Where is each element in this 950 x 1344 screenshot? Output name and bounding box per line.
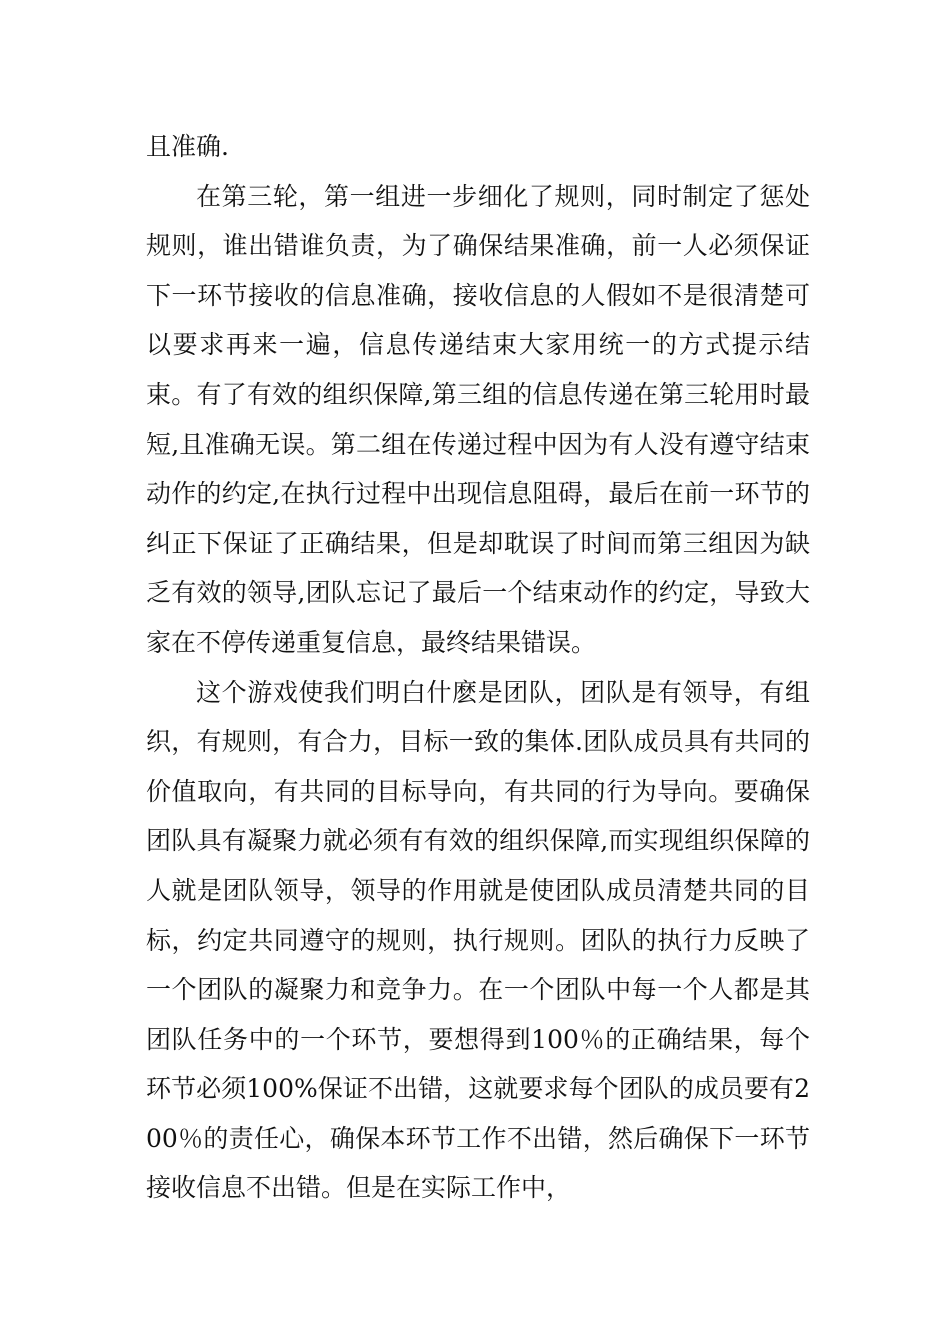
paragraph-round-three: 在第三轮，第一组进一步细化了规则，同时制定了惩处规则，谁出错谁负责，为了确保结果准确，前一人必须保证下一环节接收的信息准确，接收信息的人假如不是很清楚可以要求再来一遍，信息传递结束大家用统一的方式提示结束。有了有效的组织保障,第三组的信息传递在第三轮用时最短,且准确无误。第二组在传递过程中因为有人没有遵守结束动作的约定,在执行过程中出现信息阻碍，最后在前一环节的纠正下保证了正确结果，但是却耽误了时间而第三组因为缺乏有效的领导,团队忘记了最后一个结束动作的约定，导致大家在不停传递重复信息，最终结果错误。 <box>146 181 810 657</box>
paragraph-continuation: 且准确. <box>146 132 229 161</box>
paragraph-team-lesson: 这个游戏使我们明白什麽是团队，团队是有领导，有组织，有规则，有合力，目标一致的集体.团队成员具有共同的价值取向，有共同的目标导向，有共同的行为导向。要确保团队具有凝聚力就必须有有效的组织保障,而实现组织保障的人就是团队领导，领导的作用就是使团队成员清楚共同的目标，约定共同遵守的规则，执行规则。团队的执行力反映了一个团队的凝聚力和竞争力。在一个团队中每一个人都是其团队任务中的一个环节，要想得到100％的正确结果，每个环节必须100%保证不出错，这就要求每个团队的成员要有200％的责任心，确保本环节工作不出错，然后确保下一环节接收信息不出错。但是在实际工作中， <box>146 677 810 1203</box>
body-text <box>146 122 810 1213</box>
